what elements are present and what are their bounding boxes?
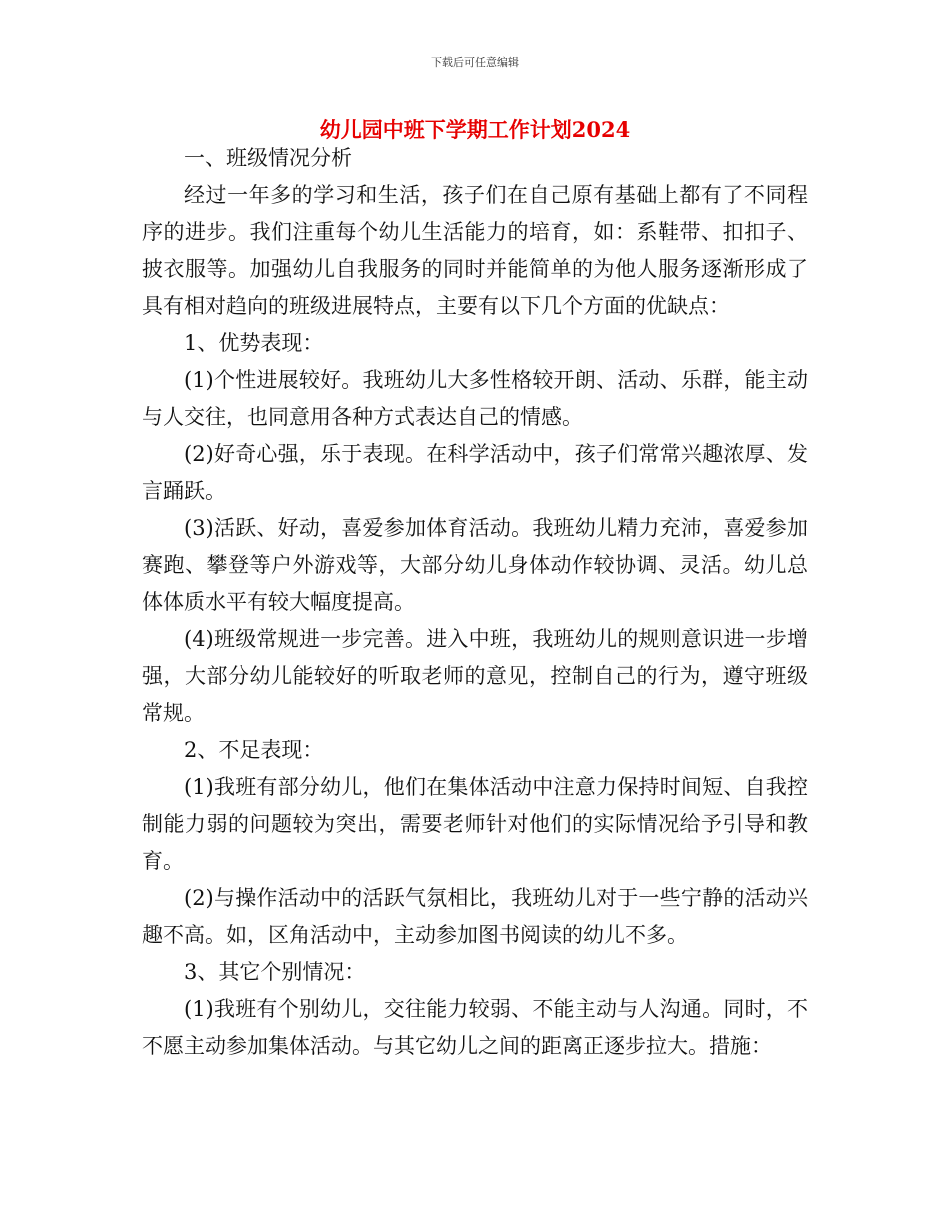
page-header-note: 下载后可任意编辑: [431, 56, 519, 69]
document-body: [142, 140, 808, 1065]
subsection-heading: 3、其它个别情况：: [184, 960, 366, 984]
paragraph: (1)个性进展较好。我班幼儿大多性格较开朗、活动、乐群，能主动与人交往，也同意用各种方式表达自己的情感。: [142, 368, 808, 429]
paragraph: (4)班级常规进一步完善。进入中班，我班幼儿的规则意识进一步增强，大部分幼儿能较好的听取老师的意见，控制自己的行为，遵守班级常规。: [142, 627, 808, 725]
document-title: 幼儿园中班下学期工作计划2024: [319, 117, 631, 142]
paragraph: (1)我班有部分幼儿，他们在集体活动中注意力保持时间短、自我控制能力弱的问题较为突出，需要老师针对他们的实际情况给予引导和教育。: [142, 775, 808, 873]
paragraph: (1)我班有个别幼儿，交往能力较弱、不能主动与人沟通。同时，不不愿主动参加集体活动。与其它幼儿之间的距离正逐步拉大。措施：: [142, 997, 808, 1058]
paragraph: (3)活跃、好动，喜爱参加体育活动。我班幼儿精力充沛，喜爱参加赛跑、攀登等户外游戏等，大部分幼儿身体动作较协调、灵活。幼儿总体体质水平有较大幅度提高。: [142, 516, 808, 614]
paragraph: 经过一年多的学习和生活，孩子们在自己原有基础上都有了不同程序的进步。我们注重每个幼儿生活能力的培育，如：系鞋带、扣扣子、披衣服等。加强幼儿自我服务的同时并能简单的为他人服务逐渐形成了具有相对趋向的班级进展特点，主要有以下几个方面的优缺点：: [142, 183, 808, 318]
subsection-heading: 2、不足表现：: [184, 738, 324, 762]
paragraph: (2)好奇心强，乐于表现。在科学活动中，孩子们常常兴趣浓厚、发言踊跃。: [142, 442, 808, 503]
section-heading: 一、班级情况分析: [184, 146, 352, 170]
subsection-heading: 1、优势表现：: [184, 331, 324, 355]
paragraph: (2)与操作活动中的活跃气氛相比，我班幼儿对于一些宁静的活动兴趣不高。如，区角活动中，主动参加图书阅读的幼儿不多。: [142, 886, 808, 947]
